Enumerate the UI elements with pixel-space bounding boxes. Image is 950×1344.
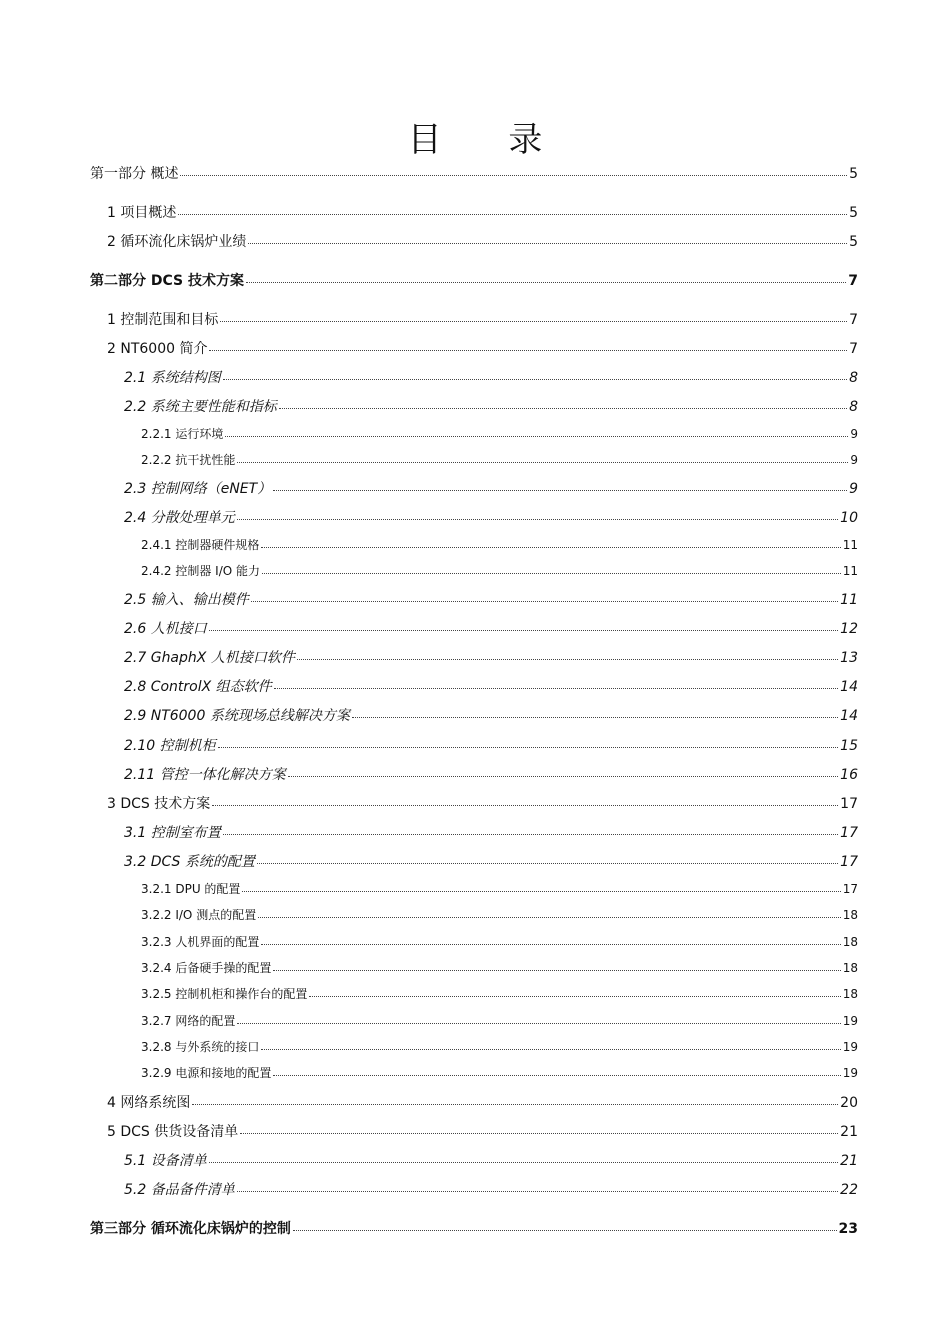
toc-entry[interactable] [141, 959, 858, 976]
leader-dots [293, 1230, 837, 1231]
toc-entry-label: 3.2 DCS 系统的配置 [124, 854, 255, 870]
toc-entry-page: 11 [840, 592, 858, 608]
toc-entry-page: 18 [842, 908, 858, 922]
toc-entry-page: 19 [842, 1066, 858, 1080]
toc-entry-page: 18 [842, 961, 858, 975]
toc-entry-page: 10 [840, 510, 858, 526]
toc-entry-label: 2.4.1 控制器硬件规格 [141, 538, 260, 552]
toc-entry-page: 9 [850, 453, 858, 467]
leader-dots [242, 891, 840, 892]
toc-entry-label: 3.2.1 DPU 的配置 [141, 882, 241, 896]
leader-dots [257, 863, 838, 864]
toc-entry-label: 2.11 管控一体化解决方案 [124, 767, 286, 783]
toc-entry-label: 3.2.7 网络的配置 [141, 1014, 236, 1028]
leader-dots [220, 321, 847, 322]
leader-dots [240, 1133, 838, 1134]
leader-dots [209, 350, 847, 351]
leader-dots [279, 408, 847, 409]
toc-entry-page: 22 [840, 1182, 858, 1198]
toc-entry-page: 23 [838, 1221, 858, 1237]
leader-dots [251, 601, 838, 602]
toc-entry-page: 9 [850, 427, 858, 441]
leader-dots [237, 1023, 840, 1024]
toc-entry-page: 19 [842, 1014, 858, 1028]
toc-entry[interactable] [107, 309, 858, 329]
toc-entry-page: 5 [849, 234, 858, 250]
toc-entry[interactable] [107, 202, 858, 222]
toc-entry-page: 20 [840, 1095, 858, 1111]
toc-entry[interactable] [141, 1064, 858, 1081]
toc-entry[interactable] [124, 1179, 858, 1199]
toc-entry[interactable] [124, 705, 858, 725]
toc-entry-page: 17 [840, 796, 858, 812]
toc-entry[interactable] [124, 735, 858, 755]
toc-entry[interactable] [141, 880, 858, 897]
toc-entry[interactable] [141, 451, 858, 468]
toc-entry-page: 7 [849, 341, 858, 357]
toc-entry-label: 3.2.3 人机界面的配置 [141, 935, 260, 949]
toc-entry-label: 3.2.5 控制机柜和操作台的配置 [141, 987, 308, 1001]
toc-entry-page: 8 [849, 399, 858, 415]
leader-dots [237, 519, 838, 520]
leader-dots [248, 243, 847, 244]
toc-entry-page: 9 [849, 481, 858, 497]
leader-dots [218, 747, 839, 748]
toc-entry-label: 2.2 系统主要性能和指标 [124, 399, 277, 415]
toc-entry-label: 3.2.8 与外系统的接口 [141, 1040, 260, 1054]
toc-entry[interactable] [107, 793, 858, 813]
toc-title: 目 录 [407, 120, 571, 160]
leader-dots [273, 490, 847, 491]
leader-dots [273, 970, 840, 971]
toc-entry-page: 21 [840, 1124, 858, 1140]
toc-entry-label: 第一部分 概述 [90, 166, 179, 182]
toc-entry[interactable] [124, 589, 858, 609]
leader-dots [246, 282, 846, 283]
toc-entry[interactable] [141, 1012, 858, 1029]
toc-entry-page: 11 [842, 564, 858, 578]
toc-entry[interactable] [141, 1038, 858, 1055]
toc-entry-label: 2 NT6000 简介 [107, 341, 208, 357]
toc-entry-label: 2.2.1 运行环境 [141, 427, 224, 441]
toc-entry-page: 18 [842, 935, 858, 949]
toc-entry-page: 17 [840, 825, 858, 841]
toc-entry-page: 17 [842, 882, 858, 896]
toc-entry[interactable] [107, 338, 858, 358]
leader-dots [309, 996, 840, 997]
leader-dots [223, 834, 838, 835]
toc-entry-page: 18 [842, 987, 858, 1001]
toc-entry-page: 5 [849, 166, 858, 182]
toc-entry-label: 3.2.9 电源和接地的配置 [141, 1066, 272, 1080]
toc-entry[interactable] [124, 367, 858, 387]
leader-dots [273, 1075, 840, 1076]
toc-entry-page: 13 [840, 650, 858, 666]
leader-dots [178, 214, 847, 215]
toc-entry[interactable] [107, 231, 858, 251]
leader-dots [297, 659, 838, 660]
toc-entry-label: 2.10 控制机柜 [124, 738, 216, 754]
leader-dots [180, 175, 847, 176]
toc-entry[interactable] [124, 764, 858, 784]
toc-entry-label: 2 循环流化床锅炉业绩 [107, 234, 247, 250]
leader-dots [258, 917, 841, 918]
toc-entry-page: 11 [842, 538, 858, 552]
toc-entry[interactable] [141, 906, 858, 923]
toc-entry-label: 2.4.2 控制器 I/O 能力 [141, 564, 261, 578]
toc-entry[interactable] [107, 1092, 858, 1112]
toc-entry[interactable] [141, 562, 858, 579]
toc-entry-label: 1 控制范围和目标 [107, 312, 219, 328]
leader-dots [237, 462, 848, 463]
toc-entry-page: 16 [840, 767, 858, 783]
toc-entry[interactable] [90, 1218, 858, 1238]
leader-dots [225, 436, 848, 437]
toc-entry[interactable] [124, 822, 858, 842]
toc-entry[interactable] [124, 507, 858, 527]
toc-entry-page: 14 [840, 679, 858, 695]
leader-dots [209, 630, 838, 631]
toc-entry[interactable] [141, 985, 858, 1002]
toc-entry-page: 8 [849, 370, 858, 386]
toc-entry[interactable] [124, 676, 858, 696]
toc-entry-label: 2.8 ControlX 组态软件 [124, 679, 272, 695]
leader-dots [261, 547, 840, 548]
toc-entry[interactable] [124, 851, 858, 871]
toc-entry[interactable] [90, 163, 858, 183]
toc-entry[interactable] [124, 396, 858, 416]
toc-entry[interactable] [141, 933, 858, 950]
toc-entry[interactable] [124, 647, 858, 667]
toc-entry-page: 15 [840, 738, 858, 754]
toc-entry-page: 5 [849, 205, 858, 221]
toc-entry-label: 1 项目概述 [107, 205, 177, 221]
toc-entry[interactable] [90, 270, 858, 290]
toc-entry[interactable] [124, 618, 858, 638]
toc-entry-page: 19 [842, 1040, 858, 1054]
toc-entry-page: 7 [848, 273, 858, 289]
toc-entry-label: 3 DCS 技术方案 [107, 796, 211, 812]
toc-entry-page: 21 [840, 1153, 858, 1169]
toc-entry-label: 2.7 GhaphX 人机接口软件 [124, 650, 295, 666]
toc-entry-label: 第二部分 DCS 技术方案 [90, 273, 244, 289]
toc-entry-page: 12 [840, 621, 858, 637]
leader-dots [209, 1162, 838, 1163]
toc-entry-page: 14 [840, 708, 858, 724]
toc-entry-label: 2.5 输入、输出模件 [124, 592, 249, 608]
toc-entry-page: 17 [840, 854, 858, 870]
leader-dots [261, 944, 840, 945]
toc-entry-label: 5.2 备品备件清单 [124, 1182, 235, 1198]
toc-entry-label: 4 网络系统图 [107, 1095, 191, 1111]
leader-dots [274, 688, 839, 689]
toc-entry-label: 2.2.2 抗干扰性能 [141, 453, 236, 467]
toc-entry[interactable] [107, 1121, 858, 1141]
toc-entry-label: 3.2.2 I/O 测点的配置 [141, 908, 257, 922]
toc-entry[interactable] [141, 536, 858, 553]
toc-entry-label: 5.1 设备清单 [124, 1153, 207, 1169]
leader-dots [192, 1104, 838, 1105]
toc-entry[interactable] [124, 1150, 858, 1170]
toc-entry-label: 3.1 控制室布置 [124, 825, 221, 841]
toc-entry-page: 7 [849, 312, 858, 328]
leader-dots [262, 573, 841, 574]
leader-dots [352, 717, 838, 718]
leader-dots [223, 379, 847, 380]
toc-entry-label: 2.6 人机接口 [124, 621, 207, 637]
toc-entry[interactable] [124, 478, 858, 498]
leader-dots [261, 1049, 840, 1050]
toc-entry-label: 2.3 控制网络（eNET） [124, 481, 272, 497]
toc-entry-label: 2.4 分散处理单元 [124, 510, 235, 526]
leader-dots [288, 776, 839, 777]
toc-entry[interactable] [141, 425, 858, 442]
toc-entry-label: 第三部分 循环流化床锅炉的控制 [90, 1221, 291, 1237]
leader-dots [212, 805, 838, 806]
toc-entry-label: 2.9 NT6000 系统现场总线解决方案 [124, 708, 350, 724]
toc-entry-label: 5 DCS 供货设备清单 [107, 1124, 239, 1140]
leader-dots [237, 1191, 838, 1192]
toc-entry-label: 2.1 系统结构图 [124, 370, 221, 386]
toc-entry-label: 3.2.4 后备硬手操的配置 [141, 961, 272, 975]
